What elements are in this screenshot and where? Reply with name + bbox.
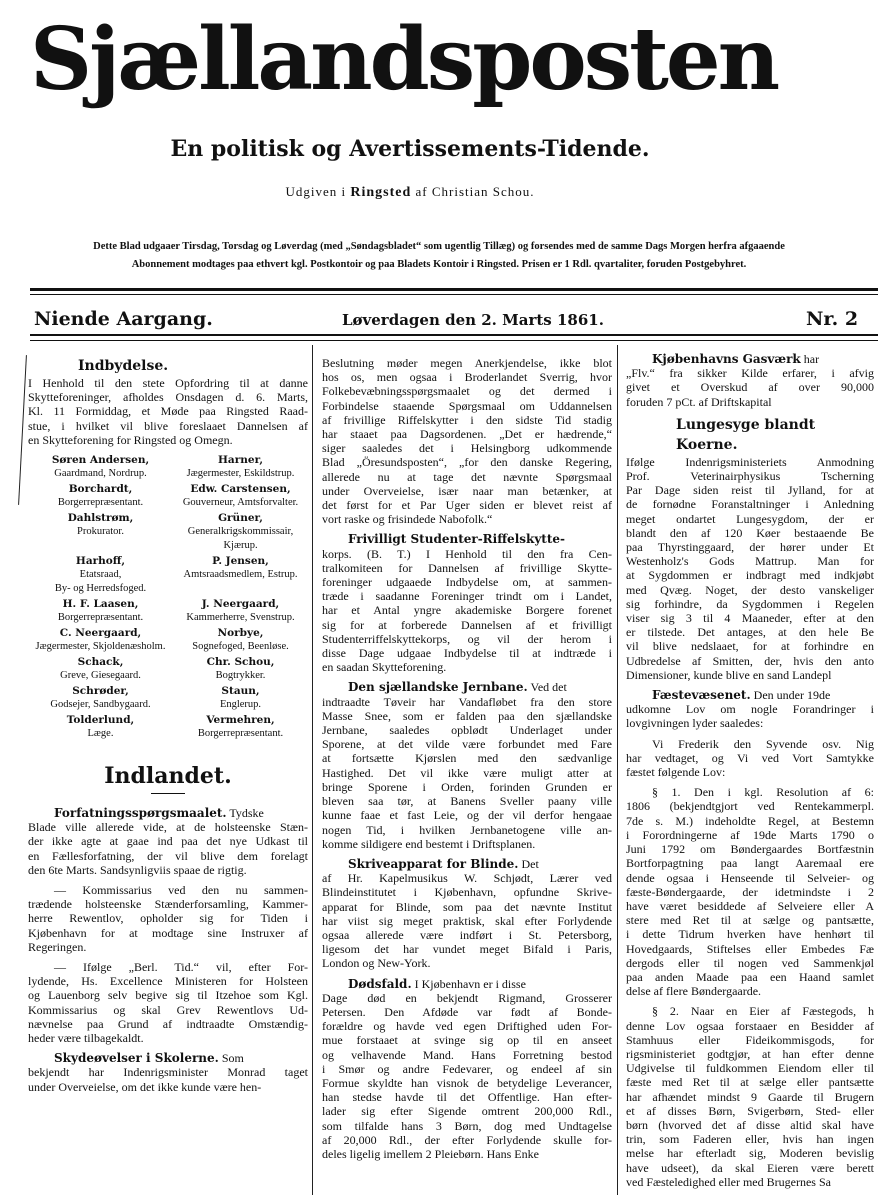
signatory — [28, 453, 173, 481]
text-line: melse har efterladt sig, Moderen bevislig — [626, 1146, 874, 1161]
text-line: lader sig efter Sigende omtrent 200,000 Rdl., — [322, 1104, 612, 1119]
text-line-rest: har — [800, 352, 820, 366]
article-heading: Fæstevæsenet. — [652, 688, 751, 703]
text-line: dende ogsaa i Henseende til Selveier- og — [626, 870, 874, 885]
text-line: Hovedgaards, Stiftelses eller Embedes Fæ — [626, 941, 874, 956]
text-line: Dimensioner, kunde blive en sand Landepl — [626, 667, 832, 682]
signatory-name: Grüner, — [218, 512, 263, 525]
text-line: fæste med Ret til at sælge eller pantsætte — [626, 1075, 874, 1090]
text-line: kunne faae et fast Leie, og der vil derfor hengaae — [322, 808, 612, 823]
top-rule-thin — [30, 294, 878, 295]
signatory-title: Prokurator. — [77, 526, 124, 538]
text-line: der ikke agte at gaae ind paa det nye Udkast til — [28, 834, 308, 849]
text-line: have udseet), da skal Eieren være berett — [626, 1160, 874, 1175]
text-line: Blade ville allerede vide, at de holsteenske Stæn- — [28, 820, 308, 835]
text-line — [626, 352, 874, 366]
text-line: han stedse havde til det Offentlige. Han efter- — [322, 1090, 612, 1105]
signatory-name: Staun, — [221, 685, 260, 698]
signatory — [173, 713, 308, 741]
signatory — [173, 453, 308, 481]
signatory-name: Tolderlund, — [66, 714, 135, 727]
article-paragraph — [322, 680, 612, 850]
signatory-name: J. Neergaard, — [201, 598, 280, 611]
text-line: § 1. Den i kgl. Resolution af 6: — [652, 785, 874, 800]
article-paragraph — [322, 977, 612, 1162]
text-line: Skytteforeninger, afholdes Onsdagen d. 6. Marts, — [28, 390, 308, 405]
text-line: bringe Sporene i Orden, forinden Grunden er — [322, 779, 612, 794]
text-line: en Skytteforening for Ringsted og Omegn. — [28, 432, 233, 447]
text-line: træde i saadanne Foreninger trindt om i Landet, — [322, 589, 612, 604]
text-line: allerede nu at tage det nævnte Spørgsmaal — [322, 469, 612, 484]
text-line: Kl. 11 Formiddag, et Møde paa Ringsted Raad- — [28, 404, 308, 419]
column-1 — [28, 356, 308, 1100]
text-line: bleven saa tør, at Banens Sveller paany ville — [322, 794, 612, 809]
text-line: Beslutning møder megen Anerkjendelse, ikke blot — [322, 356, 612, 370]
signatory-name: Edw. Carstensen, — [190, 483, 291, 496]
signatory-name: Harner, — [218, 454, 263, 467]
article-heading: Lungesyge blandt Koerne. — [676, 416, 816, 453]
text-line: § 2. Naar en Eier af Fæstegods, h — [652, 1004, 874, 1019]
signatory — [28, 655, 173, 683]
text-line-rest: Ved det — [527, 680, 567, 695]
text-line: i Smør og andre Fedevarer, og endeel af sin — [322, 1061, 612, 1076]
article-paragraph — [28, 883, 308, 954]
article-paragraph — [626, 455, 874, 682]
text-line: en saadan Skytteforening. — [322, 660, 447, 675]
signatory-title: By- og Herredsfoged. — [54, 583, 147, 595]
signatory — [173, 482, 308, 510]
text-line: Dage død en bekjendt Rigmand, Grosserer — [322, 990, 612, 1005]
signatory-name: Schack, — [77, 656, 124, 669]
signatory-title: Sognefoged, Beenløse. — [192, 641, 289, 653]
text-line: sig for at forberede Dannelsen af et frivilligt — [322, 617, 612, 632]
text-line — [322, 680, 612, 694]
signatory-name: Chr. Schou, — [206, 656, 275, 669]
text-line: Ifølge Indenrigsministeriets Anmodning — [626, 454, 874, 469]
column-divider — [617, 345, 618, 1195]
masthead-subtitle: En politisk og Avertissements-Tidende. — [170, 136, 650, 162]
signatory-name: Norbye, — [217, 627, 264, 640]
text-line: har afhændet mindst 9 Gaarde til Brugern — [626, 1089, 874, 1104]
text-line: Blad „Öresundsposten“, „for den danske Regering, — [322, 455, 612, 470]
article-paragraph — [322, 532, 612, 674]
text-line: Stamhuus eller Fideikommisgods, for — [626, 1032, 874, 1047]
text-line: har vedtaget, og Vi ved Vort Samtykke — [626, 750, 874, 765]
text-line: udkomne Lov om nogle Forandringer i — [626, 702, 874, 717]
text-line: vil blive nedslaaet, for at forhindre en — [626, 639, 874, 654]
text-line: forældre og havde ved egen Driftighed uden For- — [322, 1019, 612, 1034]
text-line: heder være tilbagekaldt. — [28, 1031, 144, 1046]
bottom-rule-thin — [30, 340, 878, 341]
text-line: vort raske og frisindede Nabofolk.“ — [322, 512, 493, 527]
text-line: som tilfalde hans 3 Børn, dog med Undtagelse — [322, 1118, 612, 1133]
text-line: under Overveielse, om det ikke kunde være hen- — [28, 1079, 262, 1094]
signatory-title: Greve, Giesegaard. — [60, 670, 141, 682]
text-line: Vi Frederik den Syvende osv. Nig — [652, 736, 874, 751]
text-line: ogsaa allerede være indført i St. Petersborg, — [322, 927, 612, 942]
signatory-name: Vermehren, — [206, 714, 275, 727]
text-line: at Sygdommen er indbragt med indkjøbt — [626, 568, 874, 583]
column-divider — [312, 345, 313, 1195]
signatory — [173, 511, 308, 553]
text-line: Udbredelse af Smitten, der, hvis den anto — [626, 653, 874, 668]
text-line: Jernbane, saaledes opblødt Underlaget under — [322, 723, 612, 738]
text-line: hos os, men ogsaa i Broderlandet Sverrig, hvor — [322, 370, 612, 385]
signatory-title: Læge. — [87, 728, 114, 740]
text-line-rest: Den under 19de — [750, 688, 831, 703]
notice-line-1: Dette Blad udgaaer Tirsdag, Torsdag og Løverdag (med „Søndagsbladet“ som ugentlig Tillæg) og forsendes med de samme Dags Morgen herfra afgaaende — [93, 241, 785, 252]
text-line: børn (hvorved det af disse altid skal have — [626, 1117, 874, 1132]
issue-date: Løverdagen den 2. Marts 1861. — [342, 311, 604, 329]
article-heading: Kjøbenhavns Gasværk — [652, 352, 801, 366]
signatory-title: Borgerrepræsentant. — [57, 612, 144, 624]
article-paragraph — [322, 356, 612, 526]
text-line: „Flv.“ fra sikker Kilde erfarer, i afvig — [626, 366, 874, 381]
article-paragraph — [322, 857, 612, 971]
text-line: og velhavende Mand. Hans Forretning bestod — [322, 1047, 612, 1062]
article-heading: Den sjællandske Jernbane. — [348, 680, 528, 695]
text-line: en Fællesforfatning, der vil blive dem forelagt — [28, 848, 308, 863]
text-line: blandt den af 120 Køer bestaaende Be — [626, 525, 874, 540]
signatory-name: Schrøder, — [72, 685, 129, 698]
signatory — [28, 511, 173, 553]
article-heading: Forfatningsspørgsmaalet. — [54, 806, 227, 821]
text-line — [28, 806, 308, 820]
article-heading: Skriveapparat for Blinde. — [348, 856, 519, 871]
text-line: Kommissarius og skal Grev Rewentlovs Ud- — [28, 1002, 308, 1017]
signatory-title: Amtsraadsmedlem, Estrup. — [183, 569, 298, 581]
text-line: Kjøbenhavn for at modtage sine Instruxer af — [28, 925, 308, 940]
text-line: I Henhold til den stete Opfordring til at danne — [28, 376, 308, 390]
text-line: fæste-Bøndergaarde, der idetmindste i 2 — [626, 884, 874, 899]
section-heading: Indlandet. — [104, 763, 232, 790]
signatory-name: Søren Andersen, — [51, 454, 150, 467]
text-line: 1806 (bekjendtgjort ved Rentekammerpl. — [626, 799, 874, 814]
text-line: fæstet følgende Lov: — [626, 765, 726, 780]
text-line: lovgivningen lyder saaledes: — [626, 716, 764, 731]
text-line: har staaet paa Dagsordenen. „Det er hædrende,“ — [322, 427, 612, 442]
text-line: og Lauenborg selv begive sig til Itzehoe som Kgl. — [28, 988, 308, 1003]
signatory-title: Generalkrigskommissair, — [187, 526, 294, 538]
text-line: mue forstaaet at svinge sig op til en anseet — [322, 1033, 612, 1048]
signatory-title: Gouverneur, Amtsforvalter. — [182, 497, 299, 509]
article-heading: Frivilligt Studenter-Riffelskytte- — [348, 532, 565, 547]
text-line: rigsministeriet godtgjør, at han efter denne — [626, 1046, 874, 1061]
text-line: paa Thyrstinggaard, der hører under Et — [626, 540, 874, 555]
text-line: lydende, Hs. Excellence Ministeren for Holsteen — [28, 974, 308, 989]
signatory — [173, 554, 308, 596]
text-line: herre Rewentlov, opholder sig for Tiden i — [28, 911, 308, 926]
text-line: ligesom det har vundet meget Bifald i Paris, — [322, 942, 612, 957]
text-line: disse Dage udgaae Indbydelse til at indtræde i — [322, 646, 612, 661]
signatory — [173, 684, 308, 712]
text-line: Par Dage siden reist til Jylland, for at — [626, 483, 874, 498]
article-heading: Skydeøvelser i Skolerne. — [54, 1051, 219, 1066]
signatory-name: Harhoff, — [75, 555, 126, 568]
article-heading: Dødsfald. — [348, 976, 412, 991]
signatory-title: Jægermester, Eskildstrup. — [186, 468, 295, 480]
text-line: London og New-York. — [322, 956, 431, 971]
text-line: meget ondartet Lungesygdom, der er — [626, 511, 874, 526]
signatory-title: Jægermester, Skjoldenæsholm. — [35, 641, 166, 653]
text-line: at fortsætte Kjørslen med den sædvanlige — [322, 751, 612, 766]
signatory-title: Borgerrepræsentant. — [57, 497, 144, 509]
volume-label: Niende Aargang. — [34, 308, 213, 330]
section-rule — [151, 793, 185, 794]
text-line: indtraadte Tøveir har Vandafløbet fra den store — [322, 694, 612, 709]
text-line: givet et Overskud af over 90,000 — [626, 380, 874, 395]
article-paragraph — [626, 352, 874, 409]
text-line: er tilstede. Det antages, at den hele Be — [626, 625, 874, 640]
text-line: Sporene, at det vilde være forbundet med Fare — [322, 737, 612, 752]
text-line: af Hr. Kapelmusikus W. Schjødt, Lærer ved — [322, 871, 612, 886]
text-line: delse af flere Bøndergaarde. — [626, 984, 762, 999]
handwritten-margin-mark — [18, 355, 27, 505]
text-line — [322, 857, 612, 871]
text-line — [322, 532, 612, 546]
signatory-name: Borchardt, — [68, 483, 133, 496]
text-line: 7de s. M.) indeholdte Regel, at Bestemn — [626, 813, 874, 828]
text-line: Bortforpagtning paa langt Aaremaal ere — [626, 856, 874, 871]
text-line-rest: Tydske — [226, 806, 264, 821]
text-line: Blindeinstitutet i Kjøbenhavn, opfundne Skrive- — [322, 885, 612, 900]
text-line: trædende holsteenske Stænderforsamling, Kammer- — [28, 897, 308, 912]
text-line: foruden 7 pCt. af Driftskapital — [626, 394, 772, 409]
text-line: nogen Tid, i hvilken Jernbanetogene ville an- — [322, 822, 612, 837]
article-paragraph — [28, 960, 308, 1045]
article-paragraph — [626, 688, 874, 731]
publisher-suffix: af Christian Schou. — [415, 184, 535, 199]
text-line: deles ligelig imellem 2 Pleiebørn. Hans Enke — [322, 1146, 539, 1161]
text-line: i Forordningerne af 19de Marts 1790 o — [626, 827, 874, 842]
text-line: af frivillige Riffelskytter i den sidste Tid stadig — [322, 412, 612, 427]
signatory — [173, 597, 308, 625]
text-line: denne Lov ogsaa forstaaer en Besidder af — [626, 1018, 874, 1033]
signatory — [28, 554, 173, 596]
text-line: paa anden Maade paa een Haand samlet — [626, 969, 874, 984]
text-line: trin, som Faderen eller, hvis han ingen — [626, 1132, 874, 1147]
text-line: have været besiddede af Selveiere eller A — [626, 898, 874, 913]
text-line: Petersen. Den Afdøde var født af Bonde- — [322, 1004, 612, 1019]
signatory — [28, 684, 173, 712]
text-line: de fornødne Foranstaltninger i Anledning — [626, 497, 874, 512]
text-line: Prof. Veterinairphysikus Tscherning — [626, 469, 874, 484]
text-line: Westenholz's Gods Mattrup. Man for — [626, 554, 874, 569]
text-line — [626, 688, 874, 702]
issue-number: Nr. 2 — [806, 308, 859, 330]
text-line-rest: Det — [518, 856, 539, 871]
signatory-name: Dahlstrøm, — [67, 512, 134, 525]
publisher-line — [0, 184, 820, 201]
text-line: — Kommissarius ved den nu sammen- — [54, 883, 308, 898]
signatory — [28, 713, 173, 741]
column-3 — [626, 352, 874, 1195]
text-line: foreninger udgaaede Indbydelse om, at sammen- — [322, 575, 612, 590]
signatory-title: Bogtrykker. — [215, 670, 266, 682]
text-line: den 6te Marts. Sandsynligviis spaae de rigtig. — [28, 862, 247, 877]
signatory-title: Englerup. — [219, 699, 262, 711]
column-2 — [322, 356, 612, 1167]
signatory — [28, 626, 173, 654]
text-line: tralkomiteen for Dannelsen af frivillige Skytte- — [322, 560, 612, 575]
article-paragraph — [626, 1004, 874, 1189]
bottom-rule — [30, 334, 878, 336]
dateline — [30, 304, 878, 334]
signatory-name: P. Jensen, — [212, 555, 269, 568]
text-line — [28, 1051, 308, 1065]
article-paragraph — [28, 806, 308, 877]
signatory-title: Borgerrepræsentant. — [197, 728, 284, 740]
text-line: Masse Snee, som er falden paa den sjællandske — [322, 708, 612, 723]
notice-line-2: Abonnement modtages paa ethvert kgl. Postkontoir og paa Bladets Kontoir i Ringsted. Prisen er 1 Rdl. qvartaliter, foruden Postgebyhret. — [131, 259, 747, 270]
signatory-title: Kjærup. — [223, 540, 258, 552]
text-line: dergods eller til nogen ved Sammenkjøl — [626, 955, 874, 970]
text-line: har viist sig meget praktisk, skal efter Forlydende — [322, 913, 612, 928]
publisher-prefix: Udgiven i — [285, 184, 347, 199]
text-line: under Overveielse, især naar man betænker, at — [322, 483, 612, 498]
signatory-name: H. F. Laasen, — [62, 598, 139, 611]
article-heading: Indbydelse. — [78, 358, 169, 374]
text-line: det først for et Par Uger siden er blevet reist af — [322, 498, 612, 513]
signatories-list — [28, 453, 308, 741]
signatory-title: Godsejer, Sandbygaard. — [50, 699, 151, 711]
text-line-rest: I Kjøbenhavn er i disse — [411, 976, 526, 991]
text-line-rest: Som — [218, 1051, 244, 1066]
signatory-title: Kammerherre, Svenstrup. — [186, 612, 295, 624]
text-line: har et Antal yngre akademiske Borgere forenet — [322, 603, 612, 618]
text-line: stue, i hvilket vil blive foreslaaet Dannelsen af — [28, 418, 308, 433]
text-line: Formue skyldte han visnok de betydelige Leverancer, — [322, 1075, 612, 1090]
text-line — [322, 977, 612, 991]
text-line: stere med Ret til at sælge og pantsætte, — [626, 913, 874, 928]
text-line: Studenterriffelskyttekorps, og vil der herom i — [322, 631, 612, 646]
article-paragraph — [626, 785, 874, 998]
masthead-title: Sjællandsposten — [30, 9, 778, 110]
text-line: nævnelse paa Grund af indtraadte Omstændig- — [28, 1016, 308, 1031]
article-paragraph — [28, 376, 308, 447]
text-line: korps. (B. T.) I Henhold til den fra Cen- — [322, 546, 612, 561]
text-line: apparat for Blinde, som paa det nævnte Institut — [322, 899, 612, 914]
text-line: Hastighed. Det vil ikke være muligt atter at — [322, 765, 612, 780]
text-line: Regeringen. — [28, 939, 87, 954]
signatory-title: Gaardmand, Nordrup. — [54, 468, 147, 480]
text-line: Udgivelse til fuldkommen Eiendom eller til — [626, 1061, 874, 1076]
signatory — [28, 597, 173, 625]
text-line: Juni 1792 om Bøndergaardes Bortfæstnin — [626, 842, 874, 857]
text-line: i dette Tidrum hverken have henhørt til — [626, 927, 874, 942]
text-line: af 20,000 Rdl., der efter Forlydende skulle for- — [322, 1132, 612, 1147]
text-line: viser sig 3 til 4 Maaneder, efter at den — [626, 611, 874, 626]
text-line: Forbindelse staaende Spørgsmaal om Uddannelsen — [322, 398, 612, 413]
text-line: Folkebevæbningsspørgsmaalet og det dermed i — [322, 384, 612, 399]
signatory — [173, 655, 308, 683]
article-paragraph — [28, 1051, 308, 1094]
signatory — [173, 626, 308, 654]
text-line: siger saaledes det i Helsingborg udkommende — [322, 441, 612, 456]
text-line: — Ifølge „Berl. Tid.“ vil, efter For- — [54, 960, 308, 975]
signatory-title: Etatsraad, — [79, 569, 122, 581]
text-line: bekjendt har Indenrigsminister Monrad taget — [28, 1065, 308, 1080]
text-line: ved Fæsteledighed eller med Brugernes Sa — [626, 1174, 831, 1189]
article-paragraph — [626, 737, 874, 780]
signatory — [28, 482, 173, 510]
text-line: med Qvæg. Noget, der desto vanskeliger — [626, 582, 874, 597]
signatory-name: C. Neergaard, — [59, 627, 142, 640]
text-line: et af disses Børn, Svigerbørn, Sted- eller — [626, 1103, 874, 1118]
top-rule — [30, 288, 878, 291]
publisher-town: Ringsted — [350, 185, 412, 200]
text-line: komme sildigere end bestemt i Driftsplanen. — [322, 836, 536, 851]
text-line: sig forhindre, da Sygdommen i Regelen — [626, 596, 874, 611]
